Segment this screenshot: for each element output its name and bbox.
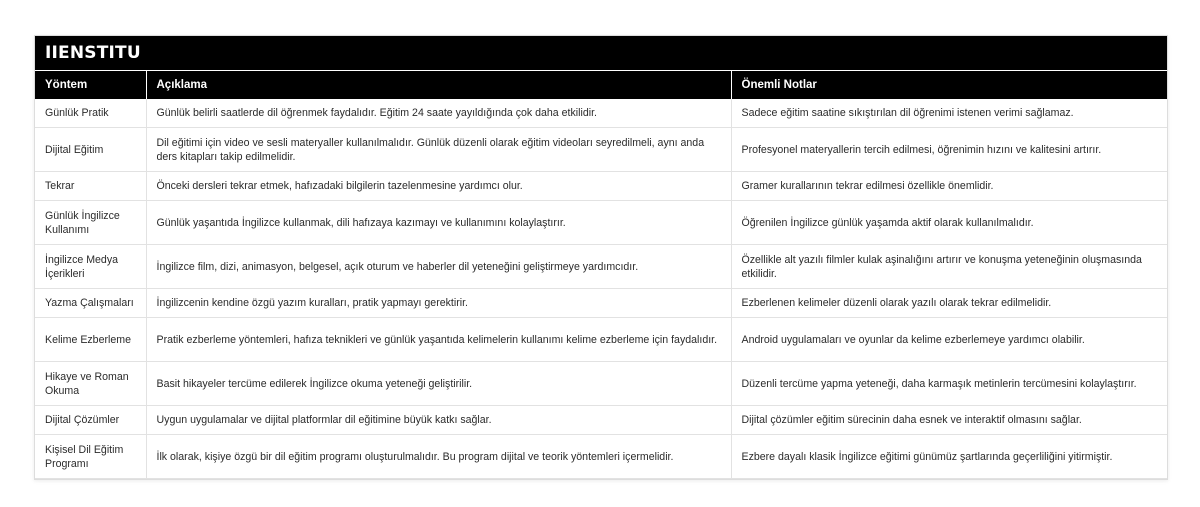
cell-notes: Öğrenilen İngilizce günlük yaşamda aktif olarak kullanılmalıdır. [731,201,1167,245]
cell-method: Dijital Eğitim [35,128,146,172]
column-header-description: Açıklama [146,71,731,99]
cell-notes: Android uygulamaları ve oyunlar da kelime ezberlemeye yardımcı olabilir. [731,318,1167,362]
table-row [35,406,1167,435]
cell-description: Önceki dersleri tekrar etmek, hafızadaki bilgilerin tazelenmesine yardımcı olur. [146,172,731,201]
methods-table [35,71,1167,479]
table-row [35,201,1167,245]
table-row [35,99,1167,128]
cell-description: İngilizce film, dizi, animasyon, belgesel, açık oturum ve haberler dil yeteneğini geliştirmeye yardımcıdır. [146,245,731,289]
cell-method: İngilizce Medya İçerikleri [35,245,146,289]
cell-description: Günlük belirli saatlerde dil öğrenmek faydalıdır. Eğitim 24 saate yayıldığında çok daha etkilidir. [146,99,731,128]
cell-method: Kişisel Dil Eğitim Programı [35,435,146,479]
cell-method: Tekrar [35,172,146,201]
table-row [35,172,1167,201]
table-row [35,435,1167,479]
cell-notes: Ezberlenen kelimeler düzenli olarak yazılı olarak tekrar edilmelidir. [731,289,1167,318]
cell-method: Günlük Pratik [35,99,146,128]
table-row [35,128,1167,172]
column-header-method: Yöntem [35,71,146,99]
cell-method: Yazma Çalışmaları [35,289,146,318]
cell-method: Dijital Çözümler [35,406,146,435]
cell-notes: Özellikle alt yazılı filmler kulak aşinalığını artırır ve konuşma yeteneğinin oluşmasında etkilidir. [731,245,1167,289]
cell-description: Uygun uygulamalar ve dijital platformlar dil eğitimine büyük katkı sağlar. [146,406,731,435]
table-row [35,318,1167,362]
cell-method: Hikaye ve Roman Okuma [35,362,146,406]
table-row [35,362,1167,406]
table-header-row [35,71,1167,99]
cell-method: Günlük İngilizce Kullanımı [35,201,146,245]
cell-method: Kelime Ezberleme [35,318,146,362]
cell-notes: Düzenli tercüme yapma yeteneği, daha karmaşık metinlerin tercümesini kolaylaştırır. [731,362,1167,406]
table-row [35,289,1167,318]
content-table-card [34,35,1168,480]
brand-logo-text: IIENSTITU [45,43,141,63]
cell-description: İngilizcenin kendine özgü yazım kuralları, pratik yapmayı gerektirir. [146,289,731,318]
cell-description: Basit hikayeler tercüme edilerek İngilizce okuma yeteneği geliştirilir. [146,362,731,406]
cell-notes: Sadece eğitim saatine sıkıştırılan dil öğrenimi istenen verimi sağlamaz. [731,99,1167,128]
cell-description: Dil eğitimi için video ve sesli materyaller kullanılmalıdır. Günlük düzenli olarak eğitim videoları seyredilmeli, aynı anda ders kitapları takip edilmelidir. [146,128,731,172]
brand-logo-bar [35,36,1167,71]
cell-notes: Ezbere dayalı klasik İngilizce eğitimi günümüz şartlarında geçerliliğini yitirmiştir. [731,435,1167,479]
column-header-notes: Önemli Notlar [731,71,1167,99]
cell-description: Günlük yaşantıda İngilizce kullanmak, dili hafızaya kazımayı ve kullanımını kolaylaştırır. [146,201,731,245]
cell-description: Pratik ezberleme yöntemleri, hafıza teknikleri ve günlük yaşantıda kelimelerin kullanımı kelime ezberleme için faydalıdır. [146,318,731,362]
cell-notes: Dijital çözümler eğitim sürecinin daha esnek ve interaktif olmasını sağlar. [731,406,1167,435]
cell-notes: Profesyonel materyallerin tercih edilmesi, öğrenimin hızını ve kalitesini artırır. [731,128,1167,172]
cell-notes: Gramer kurallarının tekrar edilmesi özellikle önemlidir. [731,172,1167,201]
table-row [35,245,1167,289]
cell-description: İlk olarak, kişiye özgü bir dil eğitim programı oluşturulmalıdır. Bu program dijital ve teorik yöntemleri içermelidir. [146,435,731,479]
